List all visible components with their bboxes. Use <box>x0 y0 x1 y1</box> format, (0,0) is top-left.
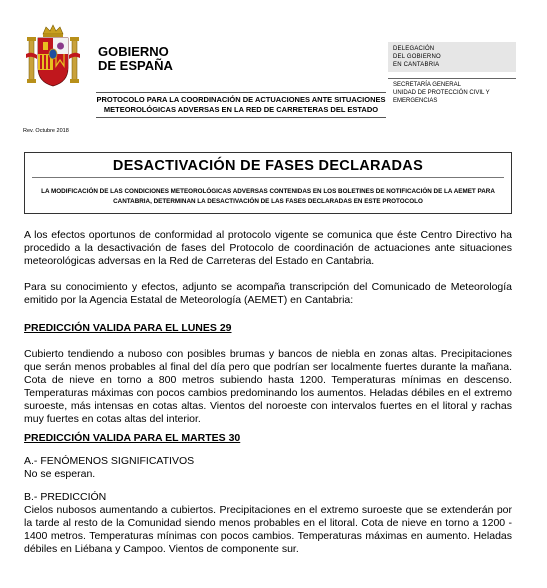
delegation-line: EN CANTABRIA <box>393 62 440 68</box>
secretariat-line: UNIDAD DE PROTECCIÓN CIVIL Y <box>393 90 490 96</box>
secretariat-block <box>388 78 516 105</box>
delegation-block <box>388 42 516 72</box>
forecast-monday: Cubierto tendiendo a nuboso con posibles brumas y bancos de niebla en zonas altas. Precipitaciones que serán menos probables al final del día pero que podrían ser localmente fuertes durante la mañana. Cota de nieve en torno a 800 metros subiendo hasta 1200. Temperaturas mínimas en descenso. Temperaturas máximas con pocos cambios predominando los aumentos. Heladas débiles en el extremo suroeste, más intensas en cotas altas. Vientos del noroeste con intervalos fuertes en el litoral y rachas muy fuertes en cotas altas del interior. <box>24 348 512 425</box>
section-b-title: B.- PREDICCIÓN <box>24 491 107 503</box>
intro-paragraph-2: Para su conocimiento y efectos, adjunto se acompaña transcripción del Comunicado de Meteorología emitido por la Agencia Estatal de Meteorología (AEMET) en Cantabria: <box>24 281 512 306</box>
delegation-line: DELEGACIÓN <box>393 46 435 52</box>
coat-of-arms-icon <box>26 24 80 90</box>
heading-tuesday: PREDICCIÓN VALIDA PARA EL MARTES 30 <box>24 432 241 444</box>
department-column <box>388 42 516 105</box>
divider <box>32 177 504 178</box>
revision-note: Rev. Octubre 2018 <box>23 128 69 134</box>
gov-line-2: DE ESPAÑA <box>98 58 173 73</box>
gov-line-1: GOBIERNO <box>98 44 169 59</box>
letterhead <box>0 0 547 140</box>
section-a-title: A.- FENÓMENOS SIGNIFICATIVOS <box>24 455 195 467</box>
secretariat-line: SECRETARÍA GENERAL <box>393 82 461 88</box>
delegation-line: DEL GOBIERNO <box>393 54 441 60</box>
protocol-title: PROTOCOLO PARA LA COORDINACIÓN DE ACTUACIONES ANTE SITUACIONES METEOROLÓGICAS ADVERSAS EN LA RED DE CARRETERAS DEL ESTADO <box>96 92 386 118</box>
notice-title: DESACTIVACIÓN DE FASES DECLARADAS <box>112 158 424 174</box>
government-name <box>98 45 173 73</box>
document-body <box>24 229 512 556</box>
notice-box <box>24 152 512 214</box>
secretariat-line: EMERGENCIAS <box>393 98 438 104</box>
heading-monday: PREDICCIÓN VALIDA PARA EL LUNES 29 <box>24 322 232 334</box>
section-b-text: Cielos nubosos aumentando a cubiertos. Precipitaciones en el extremo suroeste que se extenderán por la tarde al resto de la Comunidad siendo menos probables en el litoral. Cota de nieve en torno a 1200 - 1400 metros. Temperaturas mínimas con pocos cambios. Temperaturas máximas en aumento. Heladas débiles en Liébana y Campoo. Vientos de componente sur. <box>24 504 512 555</box>
section-a-text: No se esperan. <box>24 468 96 480</box>
intro-paragraph-1: A los efectos oportunos de conformidad al protocolo vigente se comunica que éste Centro Directivo ha procedido a la desactivación de fases del Protocolo de coordinación de actuaciones ante situaciones meteorológicas adversas en la Red de Carreteras del Estado en Cantabria. <box>24 229 512 267</box>
notice-subtitle: LA MODIFICACIÓN DE LAS CONDICIONES METEOROLÓGICAS ADVERSAS CONTENIDAS EN LOS BOLETINES DE NOTIFICACIÓN DE LA AEMET PARA CANTABRIA, DETERMINAN LA DESACTIVACIÓN DE LAS FASES DECLARADAS EN ESTE PROTOCOLO <box>41 188 495 205</box>
